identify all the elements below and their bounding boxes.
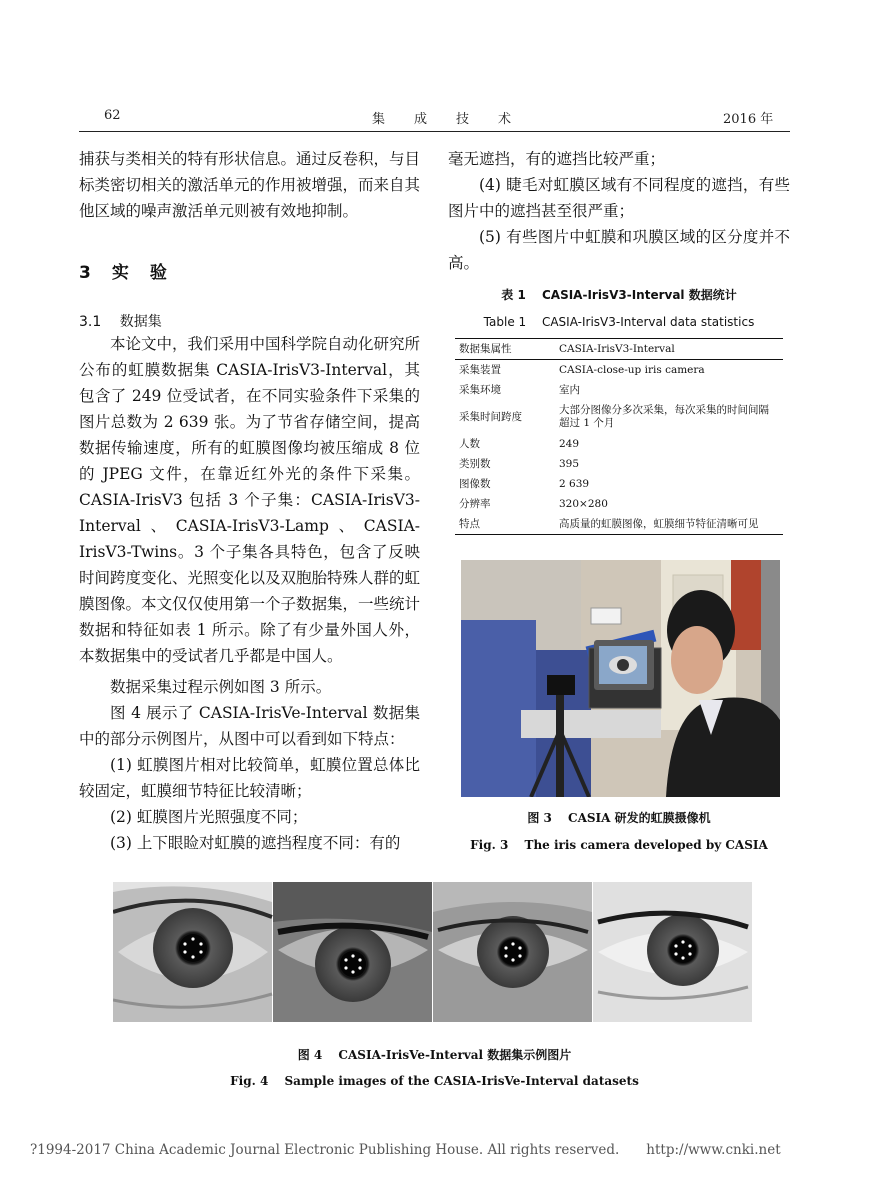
fig4-caption-en: Fig. 4 Sample images of the CASIA-IrisVe-Interval datasets bbox=[230, 1074, 639, 1088]
page-number: 62 bbox=[104, 108, 121, 123]
table-cell-attribute: 类别数 bbox=[459, 457, 491, 470]
process-paragraph: 数据采集过程示例如图 3 所示。 bbox=[110, 678, 332, 696]
table-cell-value: CASIA-IrisV3-Interval bbox=[555, 339, 783, 360]
iris-sample-4 bbox=[593, 882, 752, 1022]
table-row bbox=[455, 380, 783, 400]
feature-item-1: (1) 虹膜图片相对比较简单，虹膜位置总体比较固定，虹膜细节特征比较清晰； bbox=[79, 756, 420, 800]
table-cell-attribute: 数据集属性 bbox=[455, 339, 555, 360]
table-cell-value: 大部分图像分多次采集，每次采集的时间间隔超过 1 个月 bbox=[559, 404, 769, 429]
feature-item-4: (4) 睫毛对虹膜区域有不同程度的遮挡，有些图片中的遮挡甚至很严重； bbox=[448, 176, 790, 220]
iris-sample-3 bbox=[433, 882, 592, 1022]
section-title: 3 实 验 bbox=[79, 263, 169, 283]
table-row bbox=[455, 454, 783, 474]
table-cell-attribute: 图像数 bbox=[459, 477, 491, 490]
table-row bbox=[455, 400, 783, 434]
table-caption-en: Table 1 CASIA-IrisV3-Interval data statistics bbox=[483, 315, 755, 329]
table-cell-attribute: 采集装置 bbox=[455, 360, 555, 381]
subsection-title: 3.1 数据集 bbox=[79, 314, 162, 330]
iris-sample-1 bbox=[113, 882, 272, 1022]
fig3-caption-en: Fig. 3 The iris camera developed by CASIA bbox=[470, 838, 768, 852]
table-cell-value: 2 639 bbox=[559, 477, 590, 490]
table-row bbox=[455, 434, 783, 454]
journal-name: 集 成 技 术 bbox=[372, 112, 513, 127]
iris-sample-2 bbox=[273, 882, 432, 1022]
table-cell-attribute: 采集环境 bbox=[459, 383, 501, 396]
table-cell-attribute: 采集时间跨度 bbox=[459, 410, 522, 423]
table-row bbox=[455, 360, 783, 381]
continued-paragraph: 毫无遮挡，有的遮挡比较严重； bbox=[448, 150, 666, 168]
table-cell-value: CASIA-close-up iris camera bbox=[555, 360, 783, 381]
header-rule bbox=[79, 131, 790, 132]
fig4-intro-paragraph: 图 4 展示了 CASIA-IrisVe-Interval 数据集中的部分示例图片，从图中可以看到如下特点： bbox=[79, 704, 420, 748]
intro-paragraph: 捕获与类相关的特有形状信息。通过反卷积，与目标类密切相关的激活单元的作用被增强，而来自其他区域的噪声激活单元则被有效地抑制。 bbox=[79, 150, 421, 220]
dataset-paragraph: 本论文中，我们采用中国科学院自动化研究所公布的虹膜数据集 CASIA-IrisV3-Interval，其包含了 249 位受试者，在不同实验条件下采集的图片总数为 2 639 张。为了节省存储空间，提高数据传输速度，所有的虹膜图像均被压缩成 8 位的 JPEG 文件，在靠近红外光的条件下采集。CASIA-IrisV3 包括 3 个子集：CASIA-IrisV3-Interval、CASIA-IrisV3-Lamp、CASIA-IrisV3-Twins。3 个子集各具特色，包含了反映时间跨度变化、光照变化以及双胞胎特殊人群的虹膜图像。本文仅仅使用第一个子数据集，一些统计数据和特征如表 1 所示。除了有少量外国人外，本数据集中的受试者几乎都是中国人。 bbox=[79, 335, 421, 665]
header-year: 2016 年 bbox=[723, 112, 774, 127]
table-cell-value: 高质量的虹膜图像，虹膜细节特征清晰可见 bbox=[555, 514, 783, 535]
table-cell-attribute: 分辨率 bbox=[459, 497, 491, 510]
table-cell-value: 395 bbox=[559, 457, 580, 470]
feature-item-3: (3) 上下眼睑对虹膜的遮挡程度不同：有的 bbox=[110, 834, 401, 852]
iris-sample-strip bbox=[113, 882, 752, 1022]
table-cell-attribute: 人数 bbox=[459, 437, 480, 450]
copyright-footer: ?1994-2017 China Academic Journal Electronic Publishing House. All rights reserved. http://www.cnki.net bbox=[30, 1142, 781, 1158]
table-cell-value: 320×280 bbox=[559, 497, 608, 510]
table-cell-attribute: 特点 bbox=[455, 514, 555, 535]
table-caption-cn: 表 1 CASIA-IrisV3-Interval 数据统计 bbox=[501, 288, 737, 302]
fig3-caption-cn: 图 3 CASIA 研发的虹膜摄像机 bbox=[527, 811, 711, 825]
table-cell-value: 249 bbox=[559, 437, 580, 450]
dataset-stats-table bbox=[455, 338, 783, 535]
table-header-row bbox=[455, 339, 783, 360]
table-row bbox=[455, 494, 783, 514]
feature-item-2: (2) 虹膜图片光照强度不同； bbox=[110, 808, 308, 826]
table-row bbox=[455, 514, 783, 535]
iris-camera-photo bbox=[461, 560, 780, 797]
feature-item-5: (5) 有些图片中虹膜和巩膜区域的区分度并不高。 bbox=[448, 228, 790, 272]
fig4-caption-cn: 图 4 CASIA-IrisVe-Interval 数据集示例图片 bbox=[297, 1048, 572, 1062]
table-cell-value: 室内 bbox=[559, 383, 580, 396]
table-row bbox=[455, 474, 783, 494]
